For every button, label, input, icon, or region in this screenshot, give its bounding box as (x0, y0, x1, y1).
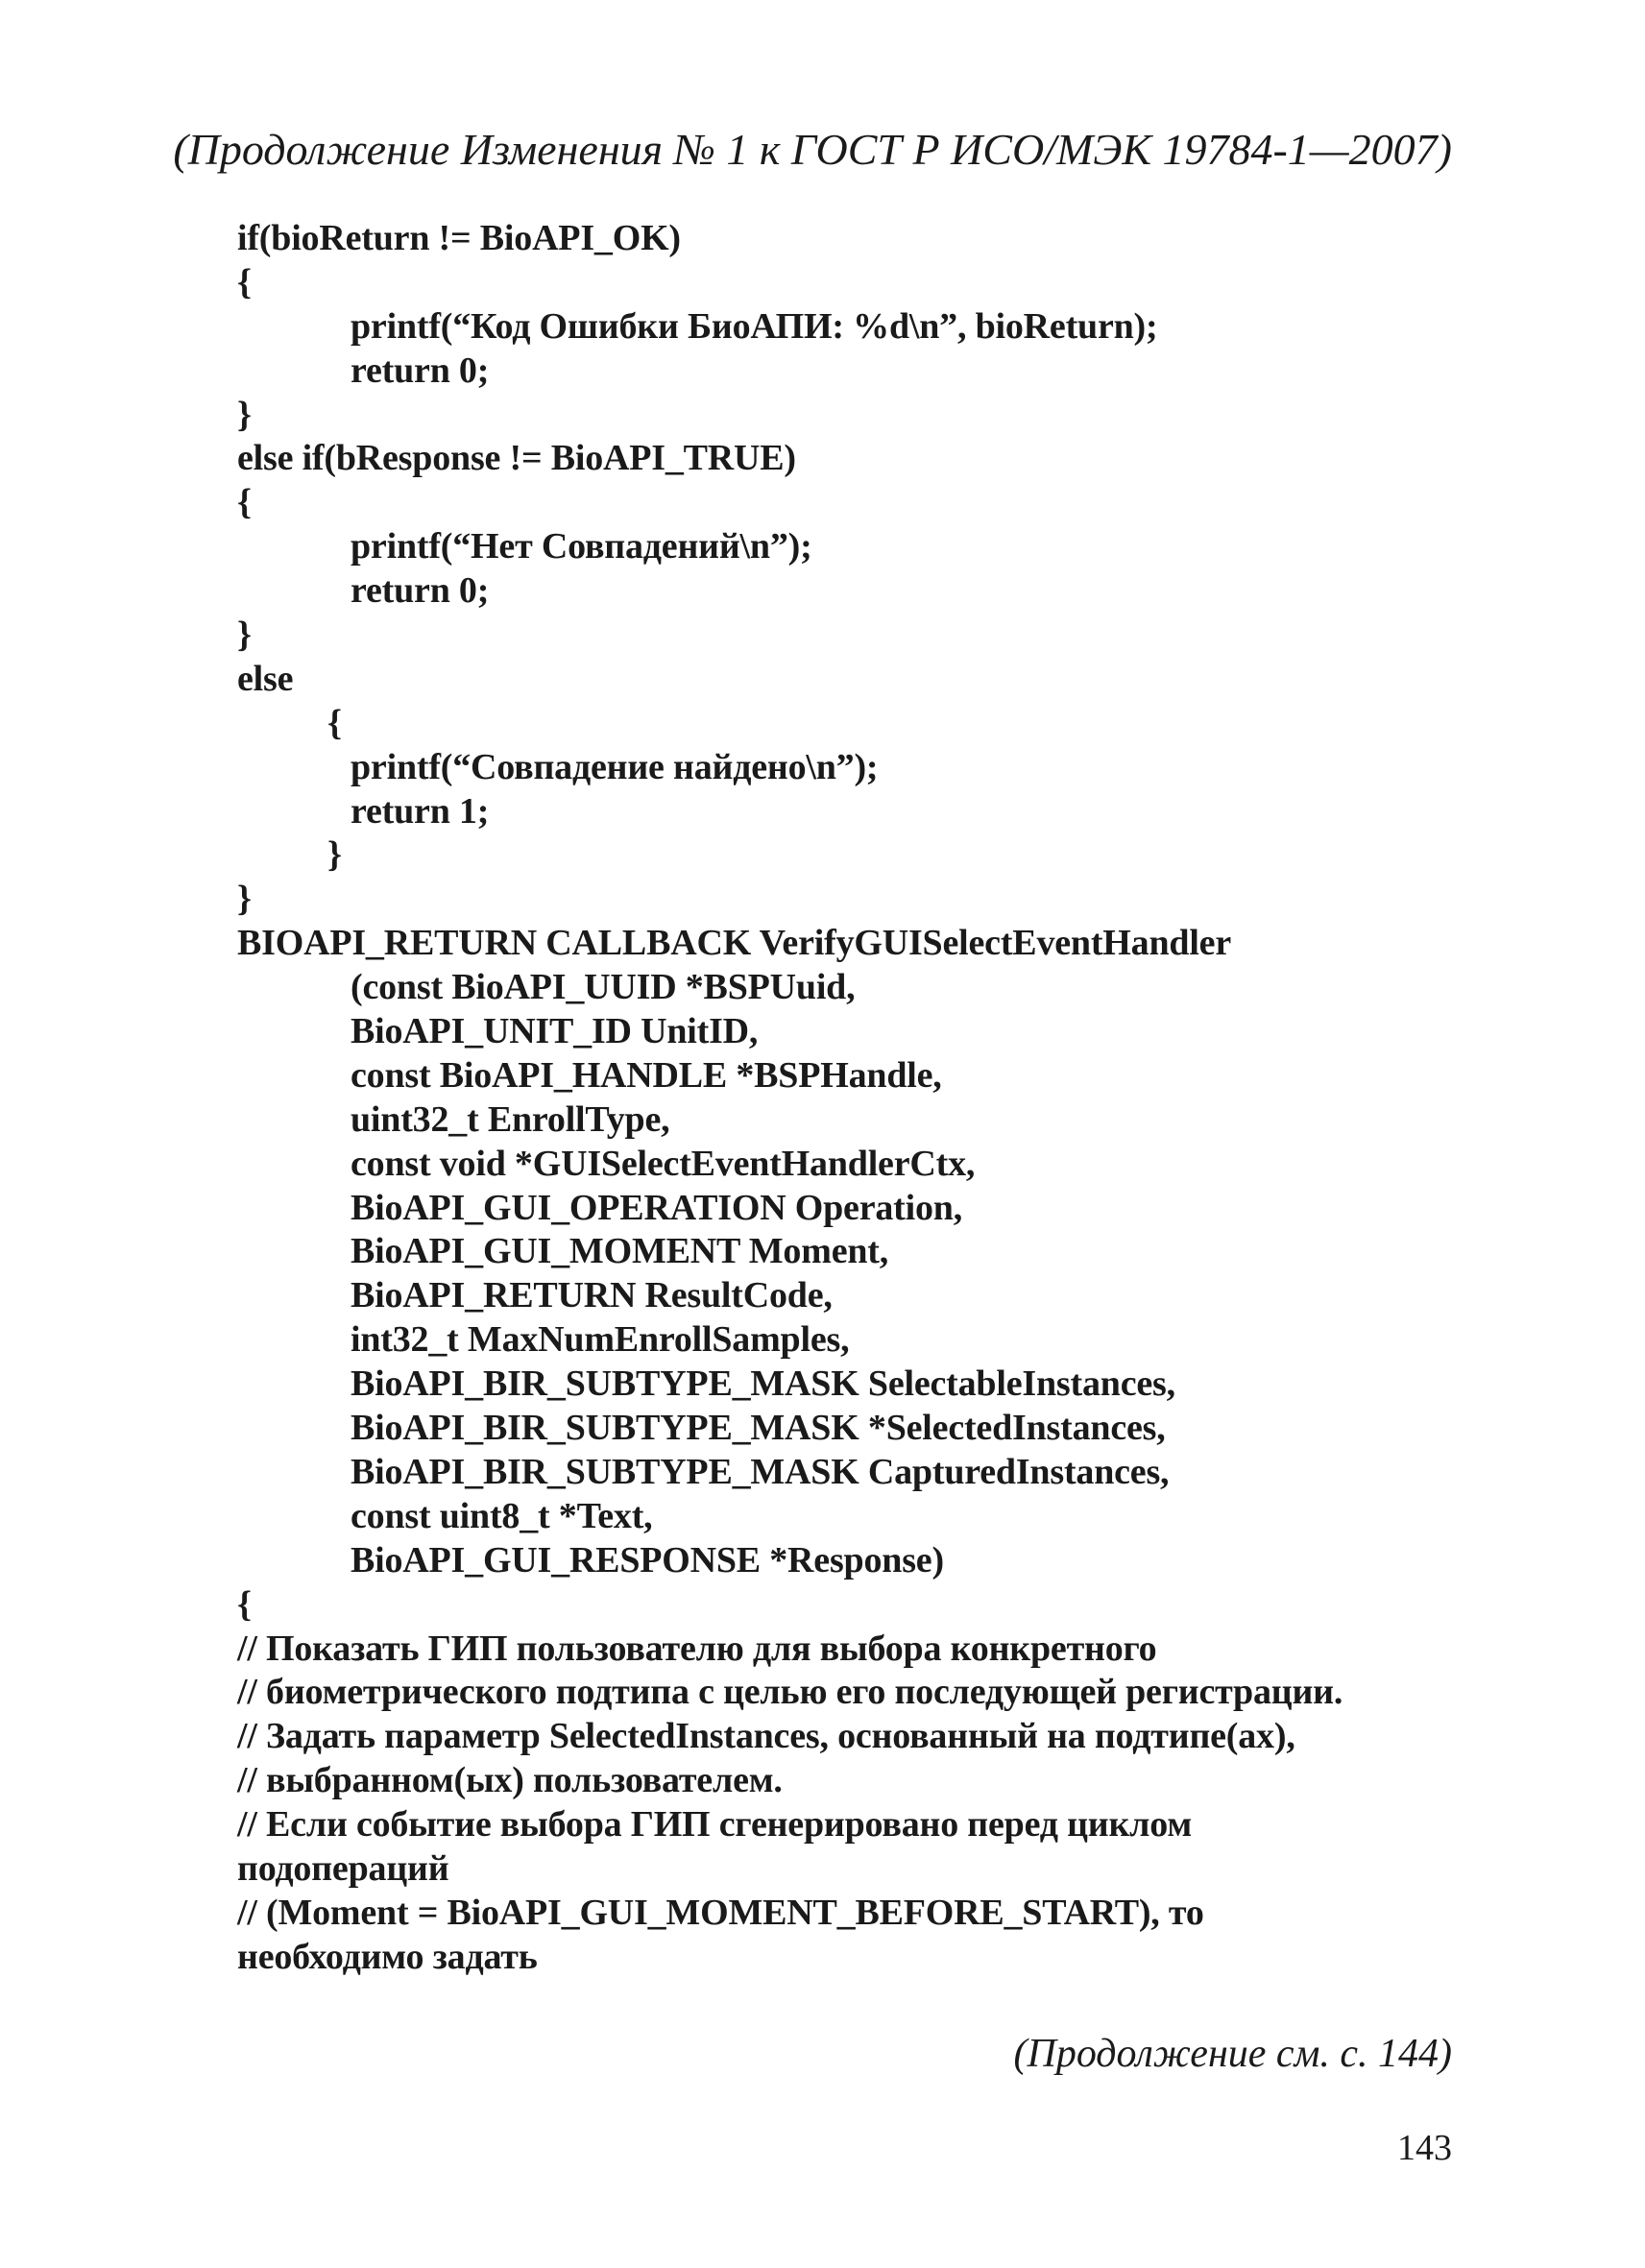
code-line: const BioAPI_HANDLE *BSPHandle, (351, 1054, 942, 1096)
code-comment-line: // Если событие выбора ГИП сгенерировано перед циклом (237, 1804, 1193, 1846)
code-line: BioAPI_GUI_RESPONSE *Response) (351, 1539, 944, 1580)
code-line: { (237, 482, 252, 523)
page-number: 143 (1397, 2128, 1452, 2168)
code-line: printf(“Нет Совпадений\n”); (351, 526, 812, 567)
code-line: BioAPI_RETURN ResultCode, (351, 1275, 833, 1316)
code-line: if(bioReturn != BioAPI_OK) (237, 218, 681, 258)
code-line: BioAPI_GUI_OPERATION Operation, (351, 1187, 963, 1228)
code-line: } (327, 834, 342, 876)
code-line: const void *GUISelectEventHandlerCtx, (351, 1143, 976, 1184)
code-comment-line: // биометрического подтипа с целью его последующей регистрации. (237, 1672, 1343, 1713)
page-header: (Продолжение Изменения № 1 к ГОСТ Р ИСО/МЭК 19784-1—2007) (173, 125, 1452, 174)
code-comment-line: необходимо задать (237, 1936, 538, 1977)
code-comment-line: // Показать ГИП пользователю для выбора конкретного (237, 1628, 1157, 1669)
code-line: const uint8_t *Text, (351, 1495, 653, 1536)
code-line: BIOAPI_RETURN CALLBACK VerifyGUISelectEventHandler (237, 923, 1232, 964)
code-comment-line: подопераций (237, 1847, 449, 1889)
code-line: printf(“Совпадение найдено\n”); (351, 746, 879, 787)
code-line: BioAPI_UNIT_ID UnitID, (351, 1011, 759, 1052)
code-line: else if(bResponse != BioAPI_TRUE) (237, 438, 796, 479)
code-comment-line: // выбранном(ых) пользователем. (237, 1760, 783, 1801)
code-line: return 0; (351, 570, 490, 612)
code-line: BioAPI_BIR_SUBTYPE_MASK CapturedInstances, (351, 1451, 1170, 1492)
code-comment-line: // Задать параметр SelectedInstances, основанный на подтипе(ах), (237, 1716, 1295, 1757)
continuation-note: (Продолжение см. с. 144) (1013, 2032, 1452, 2076)
code-comment-line: // (Moment = BioAPI_GUI_MOMENT_BEFORE_START), то (237, 1892, 1204, 1933)
code-line: { (327, 702, 342, 743)
code-line: int32_t MaxNumEnrollSamples, (351, 1319, 850, 1361)
code-listing (237, 217, 1486, 1980)
code-line: BioAPI_BIR_SUBTYPE_MASK *SelectedInstances, (351, 1408, 1166, 1449)
code-line: return 1; (351, 790, 490, 832)
code-line: { (237, 261, 252, 302)
code-line: return 0; (351, 350, 490, 391)
code-line: uint32_t EnrollType, (351, 1098, 670, 1140)
code-line: BioAPI_BIR_SUBTYPE_MASK SelectableInstances, (351, 1363, 1175, 1405)
code-line: BioAPI_GUI_MOMENT Moment, (351, 1231, 889, 1272)
code-line: else (237, 658, 294, 699)
code-line: { (237, 1583, 252, 1625)
code-line: } (237, 615, 252, 656)
code-line: printf(“Код Ошибки БиоАПИ: %d\n”, bioReturn); (351, 305, 1158, 347)
code-line: } (237, 879, 252, 920)
code-line: } (237, 394, 252, 435)
code-line: (const BioAPI_UUID *BSPUuid, (351, 967, 856, 1008)
